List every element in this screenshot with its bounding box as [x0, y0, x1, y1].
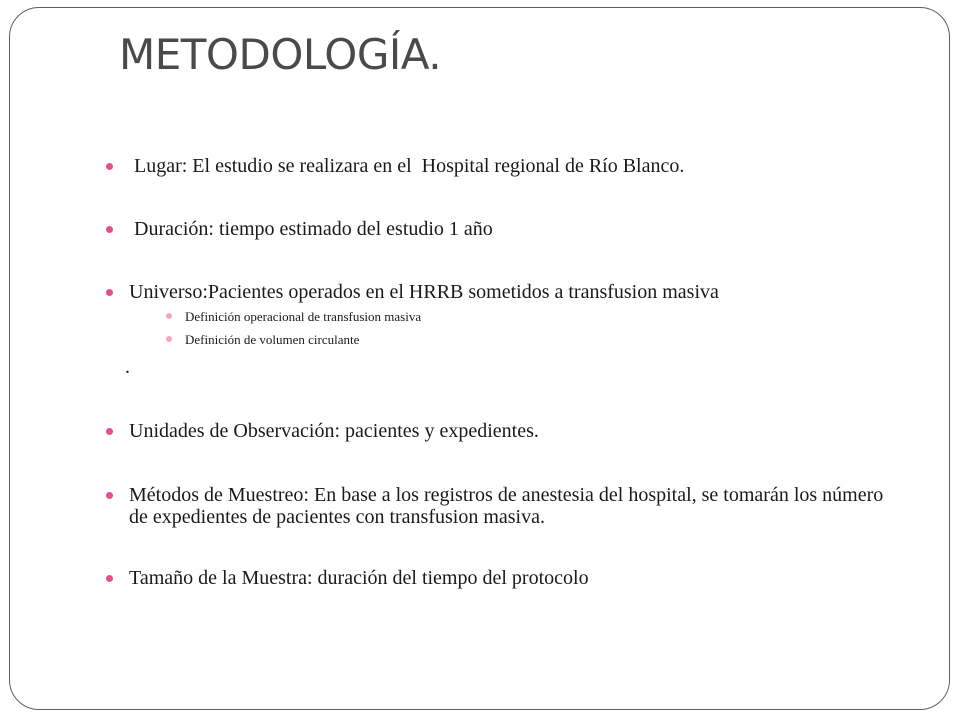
bullet-text: Lugar: El estudio se realizara en el Hospital regional de Río Blanco.	[129, 155, 685, 177]
bullet-dot-icon	[106, 492, 113, 499]
sub-bullet-dot-icon	[166, 336, 172, 342]
bullet-duracion	[106, 218, 493, 240]
bullet-tamano	[106, 567, 589, 589]
sub-bullet-dot-icon	[166, 313, 172, 319]
slide-title: METODOLOGÍA.	[119, 30, 442, 79]
bullet-dot-icon	[106, 428, 113, 435]
bullet-text: Tamaño de la Muestra: duración del tiempo del protocolo	[129, 567, 589, 589]
stray-period: .	[125, 356, 130, 378]
bullet-universo	[106, 281, 719, 303]
sub-bullet-text: Definición de volumen circulante	[185, 332, 360, 347]
bullet-text: Métodos de Muestreo: En base a los registros de anestesia del hospital, se tomarán los número de expedientes de pacientes con transfusion masiva.	[129, 484, 884, 528]
bullet-text: Unidades de Observación: pacientes y expedientes.	[129, 420, 539, 442]
bullet-text: Duración: tiempo estimado del estudio 1 año	[129, 218, 493, 240]
bullet-text: Universo:Pacientes operados en el HRRB sometidos a transfusion masiva	[129, 281, 719, 303]
bullet-metodos	[106, 484, 889, 528]
sub-bullet-text: Definición operacional de transfusion masiva	[185, 309, 422, 324]
bullet-dot-icon	[106, 226, 113, 233]
bullet-dot-icon	[106, 575, 113, 582]
sub-bullet-definicion-transfusion	[166, 309, 421, 324]
sub-bullet-definicion-volumen	[166, 332, 359, 347]
bullet-dot-icon	[106, 289, 113, 296]
bullet-dot-icon	[106, 163, 113, 170]
bullet-lugar	[106, 155, 684, 177]
bullet-unidades	[106, 420, 539, 442]
